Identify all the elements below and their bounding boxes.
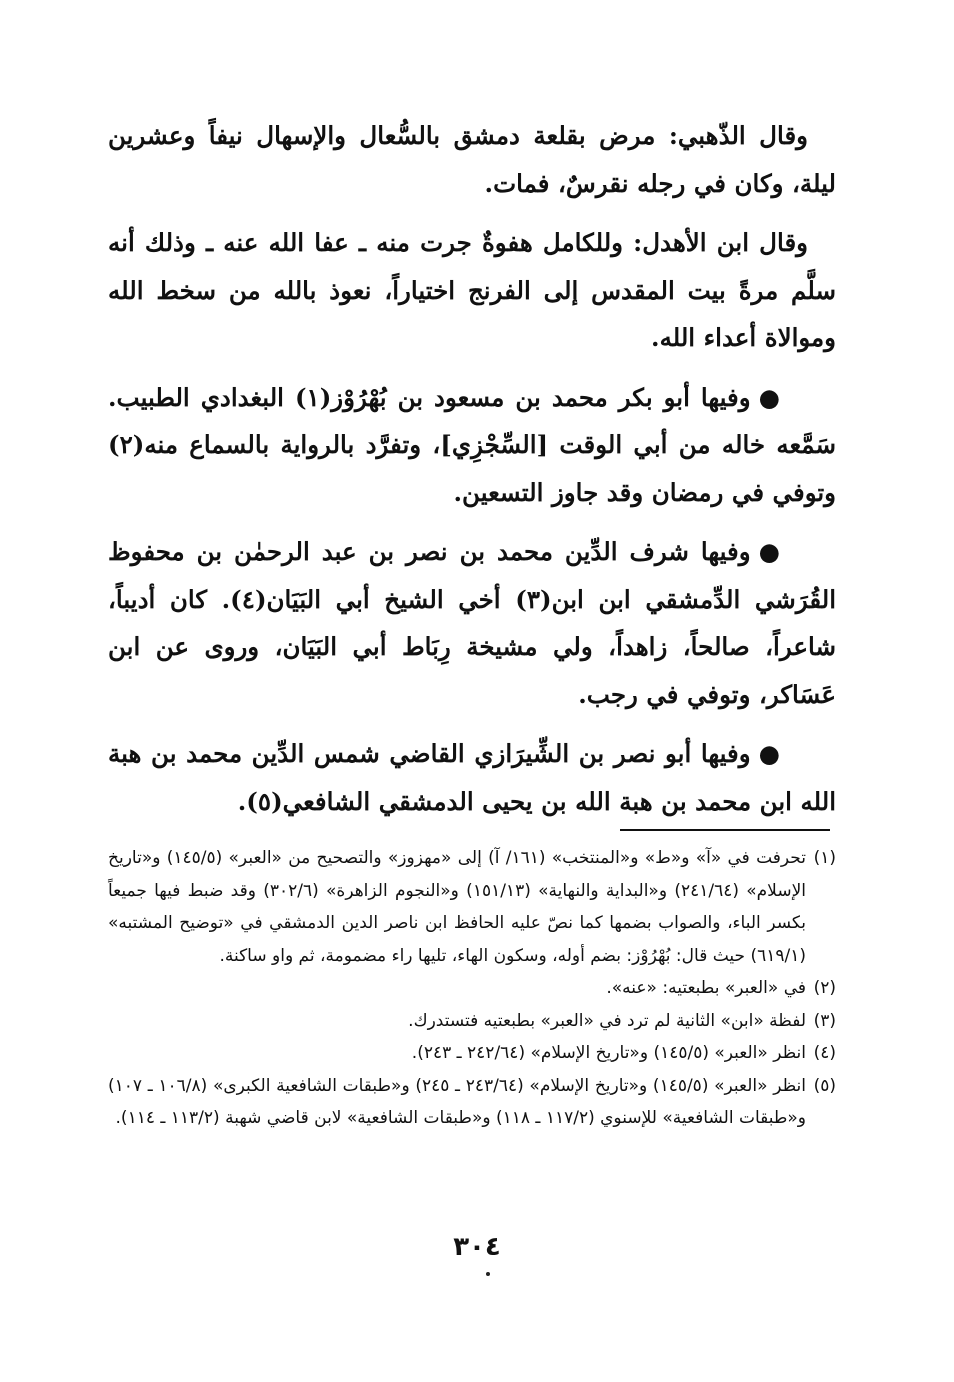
- paragraph-dhahabi: [108, 112, 836, 207]
- footnote-number: (٢): [813, 978, 836, 998]
- footnote-1: [108, 842, 836, 972]
- main-text: [108, 112, 836, 837]
- footnote-number: (٤): [813, 1043, 836, 1063]
- entry-sharaf-al-din: [108, 528, 836, 718]
- footnote-text: انظر «العبر» (١٤٥/٥) و«تاريخ الإسلام» (٢٤٣/٦٤ ـ ٢٤٥) و«طبقات الشافعية الكبرى» (١٠٦/٨ ـ ١٠٧) و«طبقات الشافعية» للإسنوي (١١٧/٢ ـ ١١٨) و«طبقات الشافعية» لابن قاضي شهبة (١١٣/٢ ـ ١١٤).: [108, 1075, 806, 1128]
- paragraph-text: وفيها شرف الدِّين محمد بن نصر بن عبد الرحمٰن بن محفوظ القُرَشي الدِّمشقي ابن ابن(٣) أخي الشيخ أبي البَيَان(٤). كان أديباً، شاعراً، صالحاً، زاهداً، ولي مشيخة رِبَاط أبي البَيَان، وروى عن ابن عَسَاكر، وتوفي في رجب.: [108, 537, 836, 709]
- footnote-text: لفظة «ابن» الثانية لم ترد في «العبر» بطبعتيه فتستدرك.: [408, 1010, 806, 1031]
- footnotes: [108, 842, 836, 1135]
- footnote-number: (٥): [813, 1075, 836, 1096]
- paragraph-text: وقال الذّهبي: مرض بقلعة دمشق بالسُّعال والإسهال نيفاً وعشرين ليلة، وكان في رجله نقرسٌ، فمات.: [108, 121, 836, 198]
- bullet-icon: ●: [758, 382, 780, 412]
- page-dot: [486, 1272, 490, 1276]
- paragraph-text: وفيها أبو نصر بن الشِّيرَازي القاضي شمس الدِّين محمد بن هبة الله ابن محمد بن هبة الله بن يحيى الدمشقي الشافعي(٥).: [108, 739, 836, 816]
- footnote-number: (١): [813, 848, 836, 868]
- bullet-icon: ●: [758, 537, 780, 566]
- footnote-5: [108, 1070, 836, 1135]
- paragraph-text: وفيها أبو بكر محمد بن مسعود بن بُهْرُوْز(١) البغدادي الطبيب. سَمَّعه خاله من أبي الوقت [السِّجْزِي]، وتفرَّد بالرواية بالسماع منه(٢) وتوفي في رمضان وقد جاوز التسعين.: [108, 382, 836, 507]
- footnote-text: في «العبر» بطبعتيه: «عنه».: [606, 978, 806, 998]
- footnote-number: (٣): [813, 1010, 836, 1031]
- paragraph-text: وقال ابن الأهدل: وللكامل هفوةٌ جرت منه ـ عفا الله عنه ـ وذلك أنه سلَّم مرةً بيت المقدس إلى الفرنج اختياراً، نعوذ بالله من سخط الله وموالاة أعداء الله.: [108, 228, 836, 352]
- footnote-3: [108, 1005, 836, 1038]
- footnote-text: انظر «العبر» (١٤٥/٥) و«تاريخ الإسلام» (٢٤٢/٦٤ ـ ٢٤٣).: [411, 1043, 806, 1063]
- paragraph-ahdal: [108, 219, 836, 362]
- footnote-2: [108, 972, 836, 1005]
- entry-bahruz: [108, 374, 836, 517]
- bullet-icon: ●: [758, 739, 780, 768]
- footnote-separator: [620, 829, 830, 831]
- entry-shirazi: [108, 730, 836, 825]
- page-number: ٣٠٤: [453, 1232, 501, 1262]
- footnote-4: [108, 1037, 836, 1070]
- footnote-text: تحرفت في «آ» و«ط» و«المنتخب» (١٦١/ آ) إلى «مهزوز» والتصحيح من «العبر» (١٤٥/٥) و«تاريخ الإسلام» (٢٤١/٦٤) و«البداية والنهاية» (١٥١/١٣) و«النجوم الزاهرة» (٣٠٢/٦) وقد ضبط فيها جميعاً بكسر الباء، والصواب بضمها كما نصّ عليه الحافظ ابن ناصر الدين الدمشقي في «توضيح المشتبه» (٦١٩/١) حيث قال: بُهْرُوْز: بضم أوله، وسكون الهاء، تليها راء مضمومة، ثم واو ساكنة.: [108, 848, 806, 966]
